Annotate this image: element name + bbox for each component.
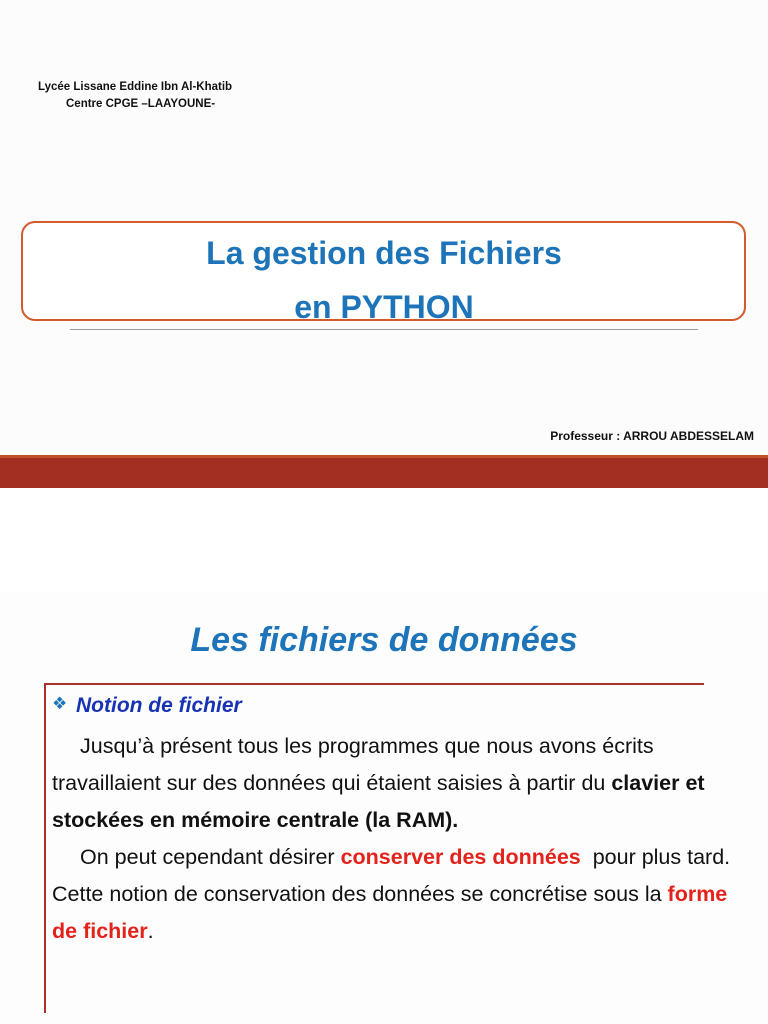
subheading: Notion de fichier <box>76 694 242 717</box>
frame-left-line <box>44 683 46 1013</box>
paragraph-1-text: Jusqu’à présent tous les programmes que nous avons écrits travaillaient sur des données qui étaient saisies à partir du <box>52 734 654 795</box>
divider-line <box>70 329 698 330</box>
paragraph-2-text-a: On peut cependant désirer <box>80 845 341 869</box>
school-name: Lycée Lissane Eddine Ibn Al-Khatib <box>38 81 233 93</box>
diamond-bullet-icon: ❖ <box>52 694 68 713</box>
title-line-2: en PYTHON <box>294 289 474 325</box>
footer-band-highlight <box>0 455 768 458</box>
paragraph-1-bold: clavier et stockées en mémoire centrale (la RAM). <box>52 771 705 832</box>
footer-band <box>0 455 768 488</box>
slide-title <box>0 226 768 334</box>
title-slide <box>0 0 768 488</box>
title-line-1: La gestion des Fichiers <box>206 235 562 271</box>
school-center: Centre CPGE –LAAYOUNE- <box>66 98 216 110</box>
professor-name: Professeur : ARROU ABDESSELAM <box>550 429 754 443</box>
paragraph-2-text-b: pour plus tard. Cette notion de conservation des données se concrétise sous la <box>52 845 737 906</box>
highlight-conserver: conserver des données <box>340 845 581 869</box>
section-heading: Les fichiers de données <box>190 621 578 659</box>
highlight-forme: forme de fichier <box>52 882 728 943</box>
paragraph-2-text-c: . <box>147 919 154 943</box>
frame-top-line <box>44 683 704 685</box>
paragraph-2 <box>52 839 752 950</box>
paragraph-1 <box>52 728 752 839</box>
school-header <box>38 79 232 113</box>
